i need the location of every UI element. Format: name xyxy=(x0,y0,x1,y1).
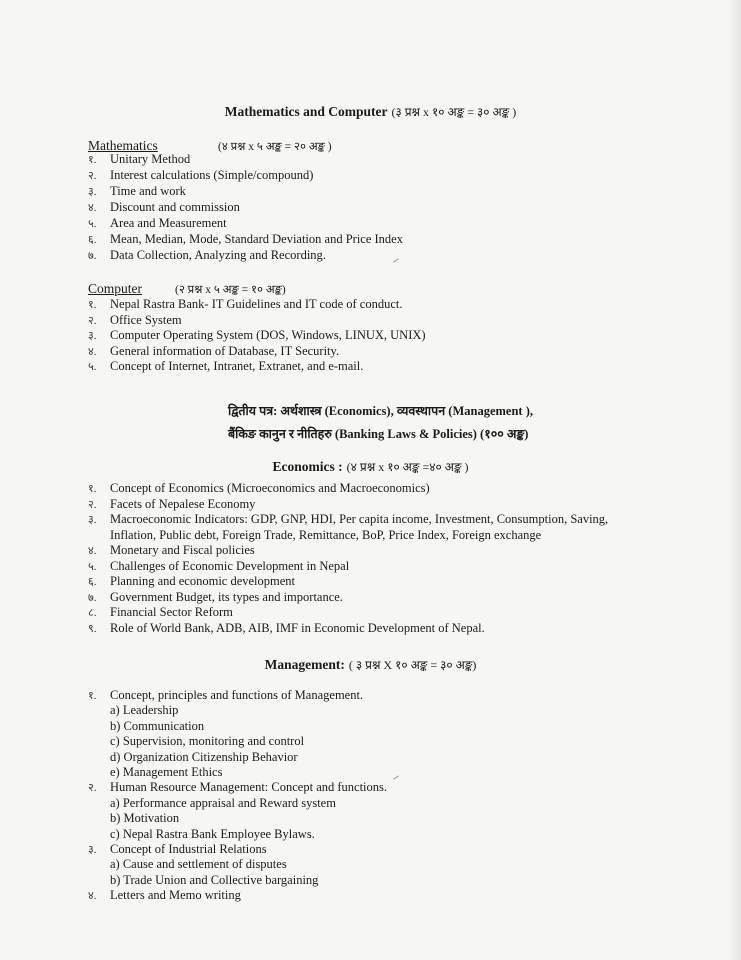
item-number: ३. xyxy=(88,514,97,526)
list-item xyxy=(88,605,233,620)
item-number: ४. xyxy=(88,202,97,214)
list-item xyxy=(88,590,343,605)
item-text: Role of World Bank, ADB, AIB, IMF in Economic Development of Nepal. xyxy=(110,620,485,635)
list-item xyxy=(88,497,255,512)
item-text: Planning and economic development xyxy=(110,574,296,588)
list-item-continuation xyxy=(110,528,541,543)
title-marks-note: (३ प्रश्न x १० अङ्क = ३० अङ्क ) xyxy=(391,105,517,119)
item-text: Concept of Economics (Microeconomics and Macroeconomics) xyxy=(110,481,430,495)
item-text: Financial Sector Reform xyxy=(110,605,233,619)
list-item xyxy=(88,344,339,359)
item-number: १. xyxy=(88,154,97,166)
item-number: १. xyxy=(88,483,97,495)
item-text-continuation: Inflation, Public debt, Foreign Trade, Remittance, BoP, Price Index, Foreign exchange xyxy=(110,527,542,542)
list-item xyxy=(88,216,227,231)
item-text: Human Resource Management: Concept and functions. xyxy=(110,780,388,795)
economics-heading-row xyxy=(0,458,741,476)
list-item xyxy=(88,200,240,215)
list-item xyxy=(88,359,363,374)
item-text: Concept of Internet, Intranet, Extranet, and e-mail. xyxy=(110,359,364,373)
item-number: ६. xyxy=(88,576,97,588)
sub-item-text: a) Cause and settlement of disputes xyxy=(110,857,287,872)
item-number: ५. xyxy=(88,218,97,230)
item-number: ६. xyxy=(88,234,97,246)
list-item xyxy=(88,512,608,527)
list-item xyxy=(88,152,190,167)
item-text: Concept, principles and functions of Management. xyxy=(110,688,364,702)
list-item xyxy=(88,621,485,636)
title-main: Mathematics and Computer xyxy=(224,104,388,119)
management-marks-note: ( ३ प्रश्न X १० अङ्क = ३० अङ्क) xyxy=(348,658,477,672)
item-text: Computer Operating System (DOS, Windows, LINUX, UNIX) xyxy=(110,328,426,342)
item-text: Discount and commission xyxy=(110,200,240,214)
list-item xyxy=(88,559,349,574)
sub-item-text: c) Nepal Rastra Bank Employee Bylaws. xyxy=(110,826,315,841)
item-number: २. xyxy=(88,782,97,795)
sub-item-text: e) Management Ethics xyxy=(110,765,223,779)
sub-item-text: b) Motivation xyxy=(110,811,180,826)
list-item xyxy=(88,328,426,343)
item-text: Letters and Memo writing xyxy=(110,888,241,903)
list-item xyxy=(88,313,182,328)
sub-list-item xyxy=(110,811,179,826)
page-title xyxy=(0,103,741,121)
sub-list-item xyxy=(110,750,298,765)
list-item xyxy=(88,168,313,183)
item-number: ५. xyxy=(88,560,97,573)
list-item xyxy=(88,888,241,903)
sub-list-item xyxy=(110,765,222,780)
item-number: ३. xyxy=(88,186,97,198)
list-item xyxy=(88,184,186,199)
item-number: १. xyxy=(88,690,97,702)
sub-list-item xyxy=(110,734,304,749)
item-number: ७. xyxy=(88,591,97,604)
item-text: Interest calculations (Simple/compound) xyxy=(110,168,314,182)
paper2-line1: द्वितीय पत्र: अर्थशास्त्र (Economics), व्यवस्थापन (Management ), xyxy=(228,404,533,418)
item-number: ३. xyxy=(88,844,97,856)
sub-item-text: b) Trade Union and Collective bargaining xyxy=(110,872,319,887)
sub-item-text: d) Organization Citizenship Behavior xyxy=(110,749,298,764)
item-number: ५. xyxy=(88,361,97,373)
item-number: १. xyxy=(88,299,97,311)
item-text: Office System xyxy=(110,312,182,327)
sub-list-item xyxy=(110,873,318,888)
item-text: Facets of Nepalese Economy xyxy=(110,496,256,511)
sub-item-text: b) Communication xyxy=(110,718,205,733)
list-item xyxy=(88,688,363,703)
item-text: Nepal Rastra Bank- IT Guidelines and IT code of conduct. xyxy=(110,297,403,311)
computer-heading-row xyxy=(88,280,142,298)
item-text: Challenges of Economic Development in Nepal xyxy=(110,558,350,573)
sub-list-item xyxy=(110,703,178,718)
list-item xyxy=(88,248,326,263)
item-text: Time and work xyxy=(110,184,186,198)
sub-item-text: c) Supervision, monitoring and control xyxy=(110,734,305,749)
sub-list-item xyxy=(110,827,315,842)
page-edge-shadow xyxy=(727,0,741,960)
item-text: Government Budget, its types and importance. xyxy=(110,589,343,604)
sub-list-item xyxy=(110,796,336,811)
list-item xyxy=(88,780,387,795)
item-text: Macroeconomic Indicators: GDP, GNP, HDI, Per capita income, Investment, Consumption, Saving, xyxy=(110,512,609,526)
math-marks-note: (४ प्रश्न x ५ अङ्क = २० अङ्क ) xyxy=(218,141,332,153)
item-number: २. xyxy=(88,314,97,327)
item-text: Concept of Industrial Relations xyxy=(110,842,267,856)
management-heading: Management: xyxy=(264,657,345,672)
item-number: ३. xyxy=(88,330,97,342)
item-number: ४. xyxy=(88,345,97,358)
list-item xyxy=(88,842,267,857)
pen-mark xyxy=(393,258,398,262)
economics-heading: Economics : xyxy=(272,459,343,474)
pen-mark xyxy=(393,775,398,779)
item-text: Monetary and Fiscal policies xyxy=(110,543,255,557)
math-heading: Mathematics xyxy=(88,138,158,153)
management-heading-row xyxy=(0,656,741,674)
item-text: Unitary Method xyxy=(110,152,191,166)
sub-item-text: a) Leadership xyxy=(110,703,179,718)
list-item xyxy=(88,543,255,558)
item-text: Area and Measurement xyxy=(110,216,227,230)
sub-item-text: a) Performance appraisal and Reward system xyxy=(110,795,336,810)
item-number: ७. xyxy=(88,250,97,262)
item-number: ९. xyxy=(88,622,97,635)
sub-list-item xyxy=(110,857,287,872)
item-number: २. xyxy=(88,498,97,511)
list-item xyxy=(88,574,295,589)
list-item xyxy=(88,481,430,496)
item-text: General information of Database, IT Security. xyxy=(110,343,340,358)
computer-heading: Computer xyxy=(88,281,142,296)
paper2-line2: बैंकिङ कानुन र नीतिहरु (Banking Laws & Policies) (१०० अङ्क) xyxy=(228,427,529,441)
item-text: Mean, Median, Mode, Standard Deviation and Price Index xyxy=(110,232,403,246)
item-number: ८. xyxy=(88,607,97,619)
item-number: ४. xyxy=(88,890,97,903)
item-text: Data Collection, Analyzing and Recording. xyxy=(110,248,326,262)
list-item xyxy=(88,232,403,247)
item-number: ४. xyxy=(88,545,97,557)
computer-marks-note: (२ प्रश्न x ५ अङ्क = १० अङ्क) xyxy=(175,284,286,296)
sub-list-item xyxy=(110,719,204,734)
item-number: २. xyxy=(88,170,97,182)
list-item xyxy=(88,297,403,312)
economics-marks-note: (४ प्रश्न x १० अङ्क =४० अङ्क ) xyxy=(346,460,469,474)
